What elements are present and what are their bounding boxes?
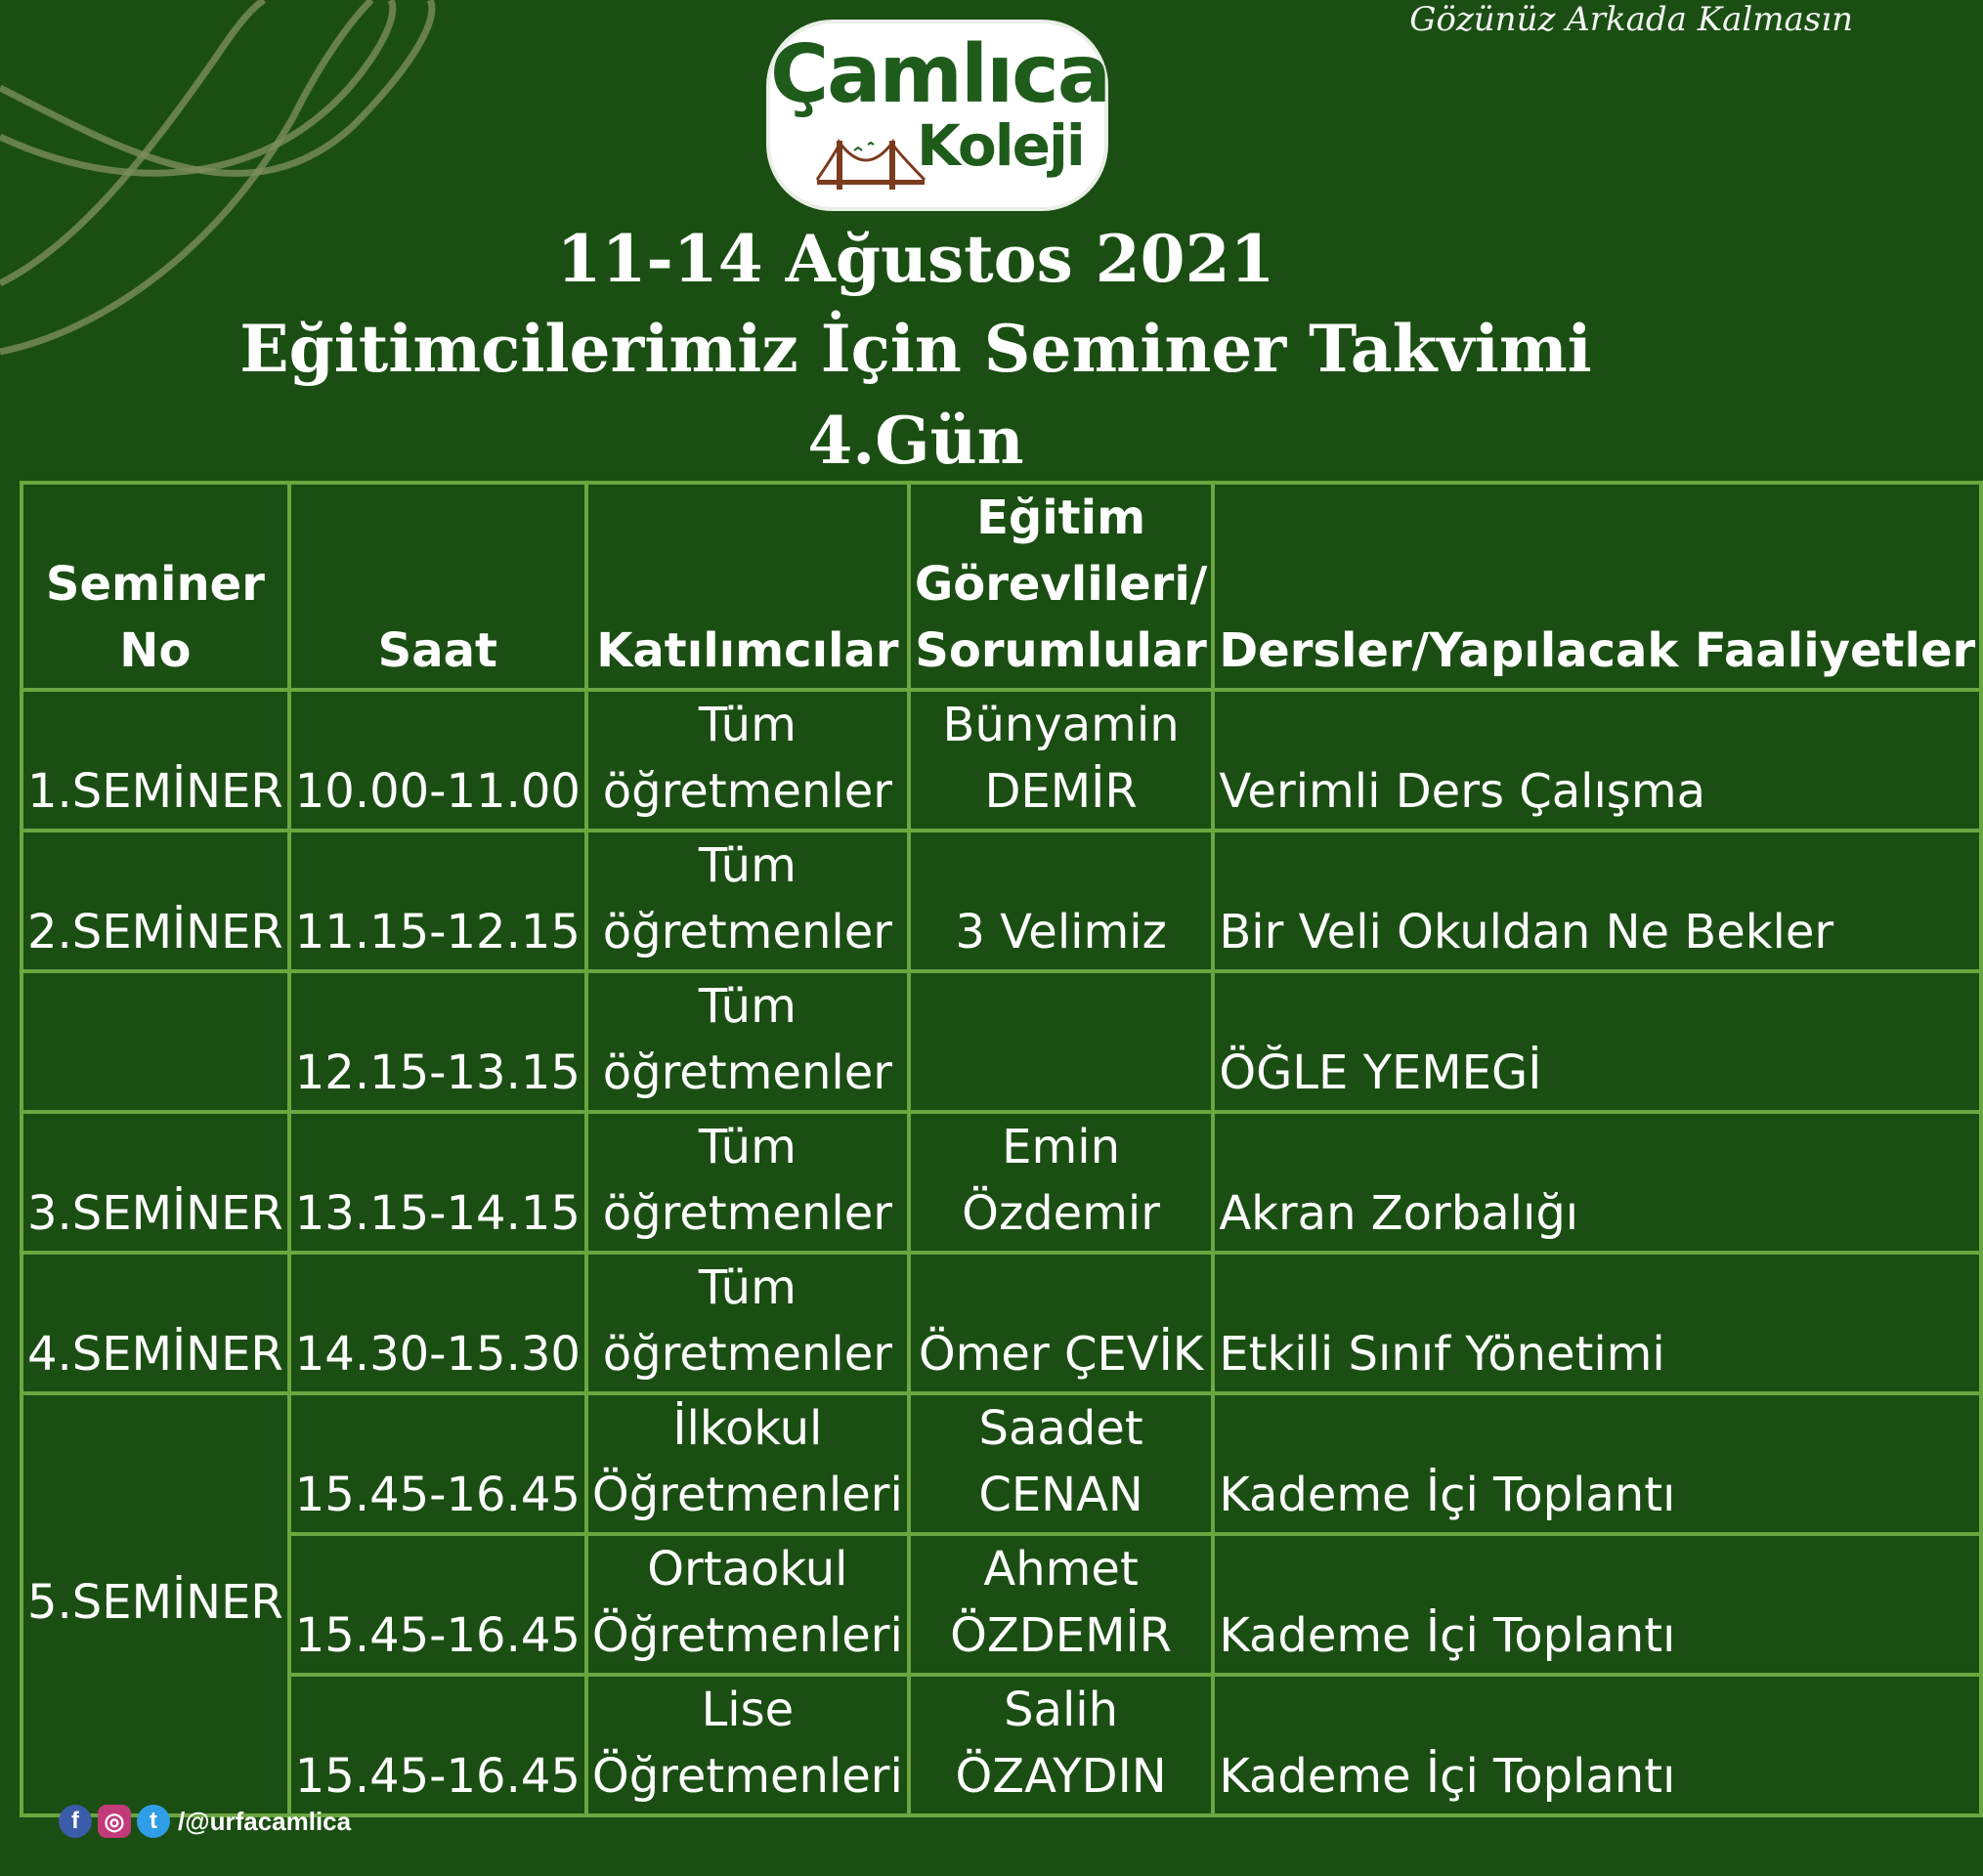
title-main: Eğitimcilerimiz İçin Seminer Takvimi xyxy=(239,311,1592,387)
cell-saat: 11.15-12.15 xyxy=(289,831,586,971)
cell-seminer-no: 5.SEMİNER xyxy=(22,1393,289,1815)
cell-gorevli: Ahmet ÖZDEMİR xyxy=(909,1534,1213,1675)
bridge-icon xyxy=(817,137,925,195)
title-day: 4.Gün xyxy=(807,403,1024,479)
social-handle[interactable]: /@urfacamlica xyxy=(178,1806,352,1836)
cell-gorevli: Ömer ÇEVİK xyxy=(909,1253,1213,1393)
logo-word-camlica: Çamlıca xyxy=(770,28,1110,121)
cell-gorevli: 3 Velimiz xyxy=(909,831,1213,971)
cell-gorevli: Bünyamin DEMİR xyxy=(909,690,1213,831)
cell-ders: Kademe İçi Toplantı xyxy=(1213,1534,1981,1675)
cell-katilimcilar: Tüm öğretmenler xyxy=(586,1253,909,1393)
cell-gorevli: Salih ÖZAYDIN xyxy=(909,1675,1213,1815)
cell-seminer-no: 4.SEMİNER xyxy=(22,1253,289,1393)
cell-ders: Kademe İçi Toplantı xyxy=(1213,1675,1981,1815)
cell-katilimcilar: Tüm öğretmenler xyxy=(586,1112,909,1253)
facebook-icon[interactable]: f xyxy=(59,1805,92,1838)
cell-seminer-no: 1.SEMİNER xyxy=(22,690,289,831)
cell-ders: Verimli Ders Çalışma xyxy=(1213,690,1981,831)
cell-ders: ÖĞLE YEMEGİ xyxy=(1213,971,1981,1112)
cell-ders: Akran Zorbalığı xyxy=(1213,1112,1981,1253)
table-row xyxy=(22,1393,1981,1534)
header-saat: Saat xyxy=(289,483,586,690)
cell-saat: 15.45-16.45 xyxy=(289,1675,586,1815)
cell-ders: Bir Veli Okuldan Ne Bekler xyxy=(1213,831,1981,971)
twitter-icon[interactable]: t xyxy=(137,1805,170,1838)
table-header-row xyxy=(22,483,1981,690)
cell-seminer-no xyxy=(22,971,289,1112)
cell-seminer-no: 2.SEMİNER xyxy=(22,831,289,971)
header-seminer-no: Seminer No xyxy=(22,483,289,690)
cell-seminer-no: 3.SEMİNER xyxy=(22,1112,289,1253)
table-row xyxy=(22,1112,1981,1253)
cell-gorevli: Emin Özdemir xyxy=(909,1112,1213,1253)
table-row xyxy=(22,1253,1981,1393)
table-row xyxy=(22,690,1981,831)
cell-katilimcilar: Tüm öğretmenler xyxy=(586,971,909,1112)
instagram-icon[interactable]: ◎ xyxy=(98,1805,131,1838)
cell-katilimcilar: Ortaokul Öğretmenleri xyxy=(586,1534,909,1675)
cell-katilimcilar: Tüm öğretmenler xyxy=(586,690,909,831)
header-dersler: Dersler/Yapılacak Faaliyetler xyxy=(1213,483,1981,690)
cell-saat: 10.00-11.00 xyxy=(289,690,586,831)
header-katilimcilar: Katılımcılar xyxy=(586,483,909,690)
logo-word-koleji: Koleji xyxy=(917,112,1084,179)
cell-gorevli xyxy=(909,971,1213,1112)
table-row xyxy=(22,1675,1981,1815)
cell-ders: Kademe İçi Toplantı xyxy=(1213,1393,1981,1534)
cell-saat: 13.15-14.15 xyxy=(289,1112,586,1253)
cell-saat: 12.15-13.15 xyxy=(289,971,586,1112)
seminar-schedule-table xyxy=(20,481,1983,1817)
cell-ders: Etkili Sınıf Yönetimi xyxy=(1213,1253,1981,1393)
table-row xyxy=(22,831,1981,971)
cell-katilimcilar: İlkokul Öğretmenleri xyxy=(586,1393,909,1534)
social-links xyxy=(59,1804,351,1839)
cell-gorevli: Saadet CENAN xyxy=(909,1393,1213,1534)
cell-saat: 14.30-15.30 xyxy=(289,1253,586,1393)
table-row xyxy=(22,1534,1981,1675)
cell-katilimcilar: Tüm öğretmenler xyxy=(586,831,909,971)
cell-katilimcilar: Lise Öğretmenleri xyxy=(586,1675,909,1815)
school-logo xyxy=(770,23,1110,207)
tagline: Gözünüz Arkada Kalmasın xyxy=(1409,0,1853,39)
cell-saat: 15.45-16.45 xyxy=(289,1393,586,1534)
header-egitim-gorevlileri: Eğitim Görevlileri/ Sorumlular xyxy=(909,483,1213,690)
cell-saat: 15.45-16.45 xyxy=(289,1534,586,1675)
table-row xyxy=(22,971,1981,1112)
title-dates: 11-14 Ağustos 2021 xyxy=(556,221,1275,297)
